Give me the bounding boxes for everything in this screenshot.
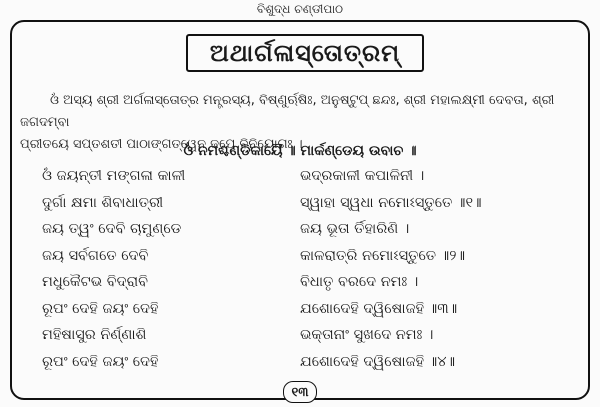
verse-right: ଯଶୋଦେହି ଦ୍ୱିଷୋଜହି ॥୩॥ [300,300,458,317]
verse-line [42,327,582,354]
verse-right: ଜୟ ଭୂତା ର୍ତିହାରିଣି । [300,221,410,237]
verse-line [42,221,582,248]
verse-line [42,195,582,222]
verse-left: ଜୟ ସର୍ବଗତେ ଦେବି [42,247,149,264]
verse-line [42,248,582,275]
verse-left: ରୂପଂ ଦେହି ଜୟଂ ଦେହି [42,300,159,317]
page-title: ଅଥାର୍ଗଳାସ୍ତୋତ୍ରମ୍ [186,34,424,72]
page-number: ୧୩ [283,381,317,403]
invocation-line: ଓଁ ନମଶ୍ଚଣ୍ଡିକାୟୈ ॥ ମାର୍କଣ୍ଡେୟ ଉବାଚ ॥ [183,143,417,159]
intro-line-1: ଓଁ ଅସ୍ୟ ଶ୍ରୀ ଅର୍ଗଳାସ୍ତୋତ୍ର ମନ୍ତ୍ରସ୍ୟ, ବିଷ୍ଣୁର୍ଋଷିଃ, ଅନୁଷ୍ଟୁପ୍ ଛନ୍ଦଃ, ଶ୍ରୀ ମହାଲକ୍ଷ୍ମୀ ଦେବତା, ଶ୍ରୀ ଜଗଦମ୍ବା [20,93,555,130]
verse-left: ଦୁର୍ଗା କ୍ଷମା ଶିବାଧାତ୍ରୀ [42,194,164,211]
verse-left: ମହିଷାସୁର ନିର୍ଣ୍ଣାଶି [42,327,147,343]
verse-right: କାଳରାତ୍ରି ନମୋଽସ୍ତୁତେ ॥୨॥ [300,247,466,264]
verse-right: ବିଧାତୃ ବରଦେ ନମଃ । [300,274,419,290]
verse-right: ସ୍ୱାହା ସ୍ୱଧା ନମୋଽସ୍ତୁତେ ॥୧॥ [300,194,482,211]
verse-line [42,354,582,381]
verse-line [42,168,582,195]
verse-right: ଯଶୋଦେହି ଦ୍ୱିଷୋଜହି ॥୪॥ [300,353,456,370]
intro-line-2: ପ୍ରୀତୟେ ସପ୍ତଶତୀ ପାଠାଙ୍ଗତ୍ୱେନ ଜପେ ବିନିୟୋଗଃ । [20,137,303,152]
verse-line [42,274,582,301]
running-header: ବିଶୁଦ୍ଧ ଚଣ୍ଡୀପାଠ [256,2,344,16]
verse-line [42,301,582,328]
verse-right: ଭଦ୍ରକାଳୀ କପାଳିନୀ । [300,168,425,184]
verse-left: ମଧୁକୈଟଭ ବିଦ୍ରାବି [42,274,148,290]
verse-left: ଜୟ ତ୍ୱଂ ଦେବି ଚାମୁଣ୍ଡେ [42,221,182,237]
verse-right: ଭକ୍ତାନାଂ ସୁଖଦେ ନମଃ । [300,327,434,343]
verse-list [42,168,582,380]
verse-left: ରୂପଂ ଦେହି ଜୟଂ ଦେହି [42,353,159,370]
verse-left: ଓଁ ଜୟନ୍ତୀ ମଙ୍ଗଳା କାଳୀ [42,168,186,184]
